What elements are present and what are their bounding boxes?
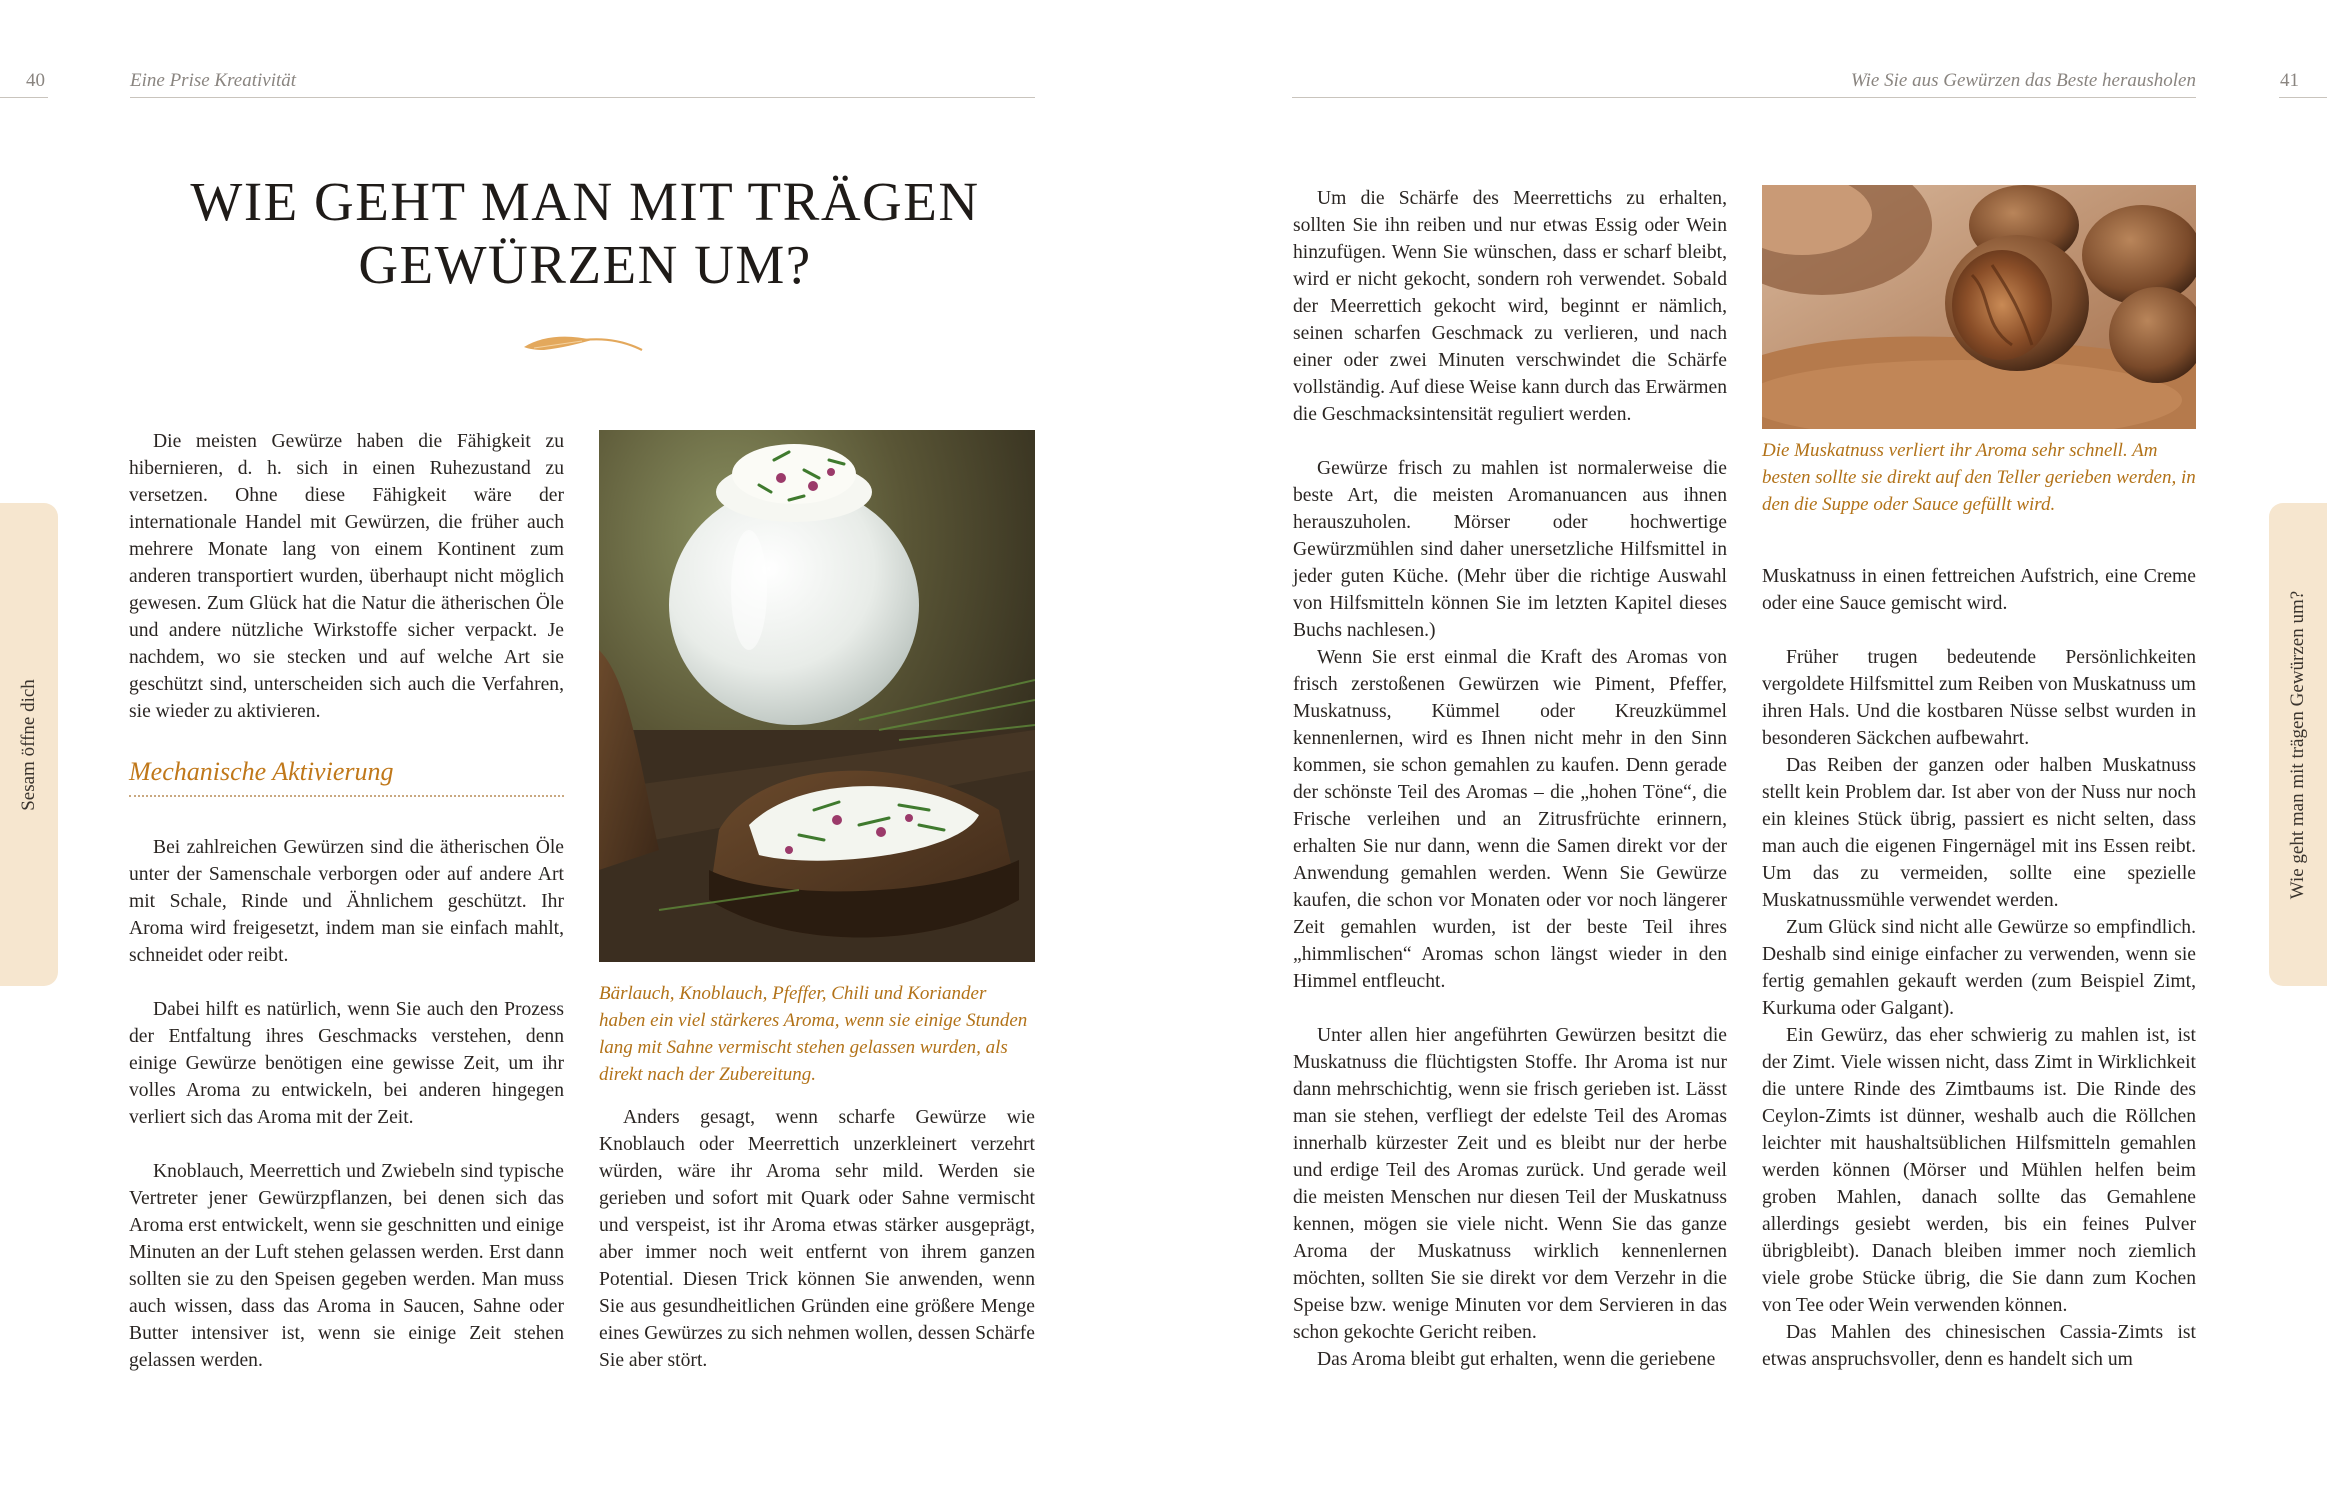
herb-cream-photo [599,430,1035,962]
nutmeg-photo [1762,185,2196,429]
header-rule-right [1292,97,2196,98]
side-tab-right [2269,503,2327,986]
left-page [0,0,1163,1500]
paragraph: Unter allen hier angeführten Gewürzen besitzt die Muskatnuss die flüchtigsten Stoffe. Ihr Aroma ist nur dann mehrschichtig, wenn sie frisch gerieben ist. Lässt man sie stehen, verfliegt der edelste Teil des Aromas innerhalb kürzester Zeit und es bleibt nur der herbe und erdige Teil des Aromas zurück. Und gerade weil die meisten Menschen nur diesen Teil der Muskatnuss kennen, mögen sie viele nicht. Wenn Sie das ganze Aroma der Muskatnuss wirklich kennenlernen möchten, sollten Sie sie direkt vor dem Verzehr in die Speise bzw. wenige Minuten vor dem Servieren in das schon gekochte Gericht reiben. [1293,1025,1727,1343]
paragraph: Das Mahlen des chinesischen Cassia-Zimts ist etwas anspruchsvoller, denn es handelt sich um [1762,1322,2196,1370]
right-page [1164,0,2327,1500]
paragraph: Bei zahlreichen Gewürzen sind die ätherischen Öle unter der Samenschale verborgen oder auf andere Art mit Schale, Rinde und Ähnlichem geschützt. Ihr Aroma wird freigesetzt, indem man sie einfach mahlt, schneidet oder reibt. [129,837,564,966]
left-column-1-top [129,428,564,725]
paragraph: Um die Schärfe des Meerrettichs zu erhalten, sollten Sie ihn reiben und nur etwas Essig oder Wein hinzufügen. Wenn Sie wünschen, dass er scharf bleibt, wird er nicht gekocht, sondern roh verwendet. Sobald der Meerrettich gekocht wird, beginnt er nämlich, seinen scharfen Geschmack zu verlieren, und nach einer oder zwei Minuten verschwindet die Schärfe vollständig. Auf diese Weise kann durch das Erwärmen die Geschmacksintensität reguliert werden. [1293,188,1727,425]
header-rule-right-short [2279,97,2327,98]
paragraph: Anders gesagt, wenn scharfe Gewürze wie Knoblauch oder Meerrettich unzerkleinert verzehrt würden, wäre ihr Aroma sehr mild. Werden sie gerieben und sofort mit Quark oder Sahne vermischt und verspeist, ist ihr Aroma etwas stärker ausgeprägt, aber immer noch weit entfernt von ihrem ganzen Potential. Diesen Trick können Sie anwenden, wenn Sie aus gesundheitlichen Gründen eine größere Menge eines Gewürzes zu sich nehmen wollen, dessen Schärfe Sie aber stört. [599,1107,1035,1371]
photo-caption-right: Die Muskatnuss verliert ihr Aroma sehr schnell. Am besten sollte sie direkt auf den Teller gerieben werden, in den die Suppe oder Sauce gefüllt wird. [1762,440,2196,515]
paragraph: Zum Glück sind nicht alle Gewürze so empfindlich. Deshalb sind einige einfacher zu verwenden, wenn sie fertig gemahlen gekauft werden (zum Beispiel Zimt, Kurkuma oder Galgant). [1762,917,2196,1019]
paragraph: Ein Gewürz, das eher schwierig zu mahlen ist, ist der Zimt. Viele wissen nicht, dass Zimt in Wirklichkeit die untere Rinde des Zimtbaums ist. Die Rinde des Ceylon-Zimts ist dünner, weshalb auch die Röllchen leichter mit haushaltsüblichen Hilfsmitteln gemahlen werden können (Mörser und Mühlen helfen beim groben Mahlen, danach sollte das Gemahlene allerdings gesiebt werden, bis ein feines Pulver übrigbleibt). Danach bleiben immer noch ziemlich viele grobe Stücke übrig, die Sie dann zum Kochen von Tee oder Wein verwenden können. [1762,1025,2196,1316]
paragraph: Knoblauch, Meerrettich und Zwiebeln sind typische Vertreter jener Gewürzpflanzen, bei denen sich das Aroma erst entwickelt, wenn sie geschnitten und einige Minuten an der Luft stehen gelassen werden. Erst dann sollten sie zu den Speisen gegeben werden. Man muss auch wissen, dass das Aroma in Saucen, Sahne oder Butter intensiver ist, wenn sie einige Zeit stehen gelassen werden. [129,1161,564,1371]
running-head-right: Wie Sie aus Gewürzen das Beste herausholen [1850,70,2196,91]
side-tab-right-label: Wie geht man mit trägen Gewürzen um? [2287,590,2308,899]
page-number-right: 41 [2280,70,2299,91]
paragraph: Die meisten Gewürze haben die Fähigkeit zu hibernieren, d. h. sich in einen Ruhezustand zu versetzen. Ohne diese Fähigkeit wäre der internationale Handel mit Gewürzen, die früher auch mehrere Monate lang von einem Kontinent zum anderen transportiert wurden, überhaupt nicht möglich gewesen. Zum Glück hat die Natur die ätherischen Öle und andere nützliche Wirkstoffe sicher verpackt. Je nachdem, wo sie stecken und auf welche Art sie geschützt sind, unterscheiden sich auch die Verfahren, sie wieder zu aktivieren. [129,431,564,722]
paragraph: Das Aroma bleibt gut erhalten, wenn die geriebene [1317,1349,1716,1370]
page-number-left: 40 [26,70,45,91]
header-rule-left-short [0,97,48,98]
paragraph: Das Reiben der ganzen oder halben Muskatnuss stellt kein Problem dar. Ist aber von der Nuss nur noch ein kleines Stück übrig, passiert es nicht selten, dass man auch die eigenen Fingernägel mit ins Essen reibt. Um das zu vermeiden, sollte eine spezielle Muskatnussmühle verwendet werden. [1762,755,2196,911]
left-column-2 [599,1104,1035,1374]
paragraph: Dabei hilft es natürlich, wenn Sie auch den Prozess der Entfaltung ihres Geschmacks verstehen, denn einige Gewürze benötigen eine gewisse Zeit, um ihr volles Aroma zu entwickeln, bei anderen hingegen verliert sich das Aroma mit der Zeit. [129,999,564,1128]
running-head-left: Eine Prise Kreativität [130,70,297,91]
feather-ornament-icon [522,330,644,360]
side-tab-left [0,503,58,986]
subheading: Mechanische Aktivierung [129,757,564,797]
photo-caption-left: Bärlauch, Knoblauch, Pfeffer, Chili und Koriander haben ein viel stärkeres Aroma, wenn sie einige Stunden lang mit Sahne vermischt stehen gelassen wurden, als direkt nach der Zubereitung. [599,983,1028,1085]
left-column-1-bottom [129,834,564,1374]
right-column-2 [1762,563,2196,1373]
right-column-1 [1293,185,1727,1373]
header-rule-left [130,97,1035,98]
side-tab-left-label: Sesam öffne dich [18,678,39,811]
paragraph: Wenn Sie erst einmal die Kraft des Aromas von frisch zerstoßenen Gewürzen wie Piment, Pfeffer, Muskatnuss, Kümmel oder Kreuzkümmel kennenlernen, wird es Ihnen nicht mehr in den Sinn kommen, sie schon gemahlen zu kaufen. Denn gerade der schönste Teil des Aromas – die „hohen Töne“, die Frische verleihen und an Zitrusfrüchte erinnern, erhalten Sie nur dann, wenn die Samen direkt vor der Anwendung gemahlen werden. Wenn Sie Gewürze kaufen, die schon vor Monaten oder vor noch längerer Zeit gemahlen wurden, ist der beste Teil ihres „himmlischen“ Aromas schon längst wieder in den Himmel entfleucht. [1293,647,1727,992]
paragraph: Muskatnuss in einen fettreichen Aufstrich, eine Creme oder eine Sauce gemischt wird. [1762,566,2196,614]
paragraph: Gewürze frisch zu mahlen ist normalerweise die beste Art, die meisten Aromanuancen aus ihnen herauszuholen. Mörser oder hochwertige Gewürzmühlen sind daher unersetzliche Hilfsmittel in jeder guten Küche. (Mehr über die richtige Auswahl von Hilfsmitteln können Sie im letzten Kapitel dieses Buchs nachlesen.) [1293,458,1727,641]
paragraph: Früher trugen bedeutende Persönlichkeiten vergoldete Hilfsmittel zum Reiben von Muskatnuss um ihren Hals. Und die kostbaren Nüsse selbst wurden in besonderen Säckchen aufbewahrt. [1762,647,2196,749]
page-title: WIE GEHT MAN MIT TRÄGEN GEWÜRZEN UM? [190,171,980,295]
